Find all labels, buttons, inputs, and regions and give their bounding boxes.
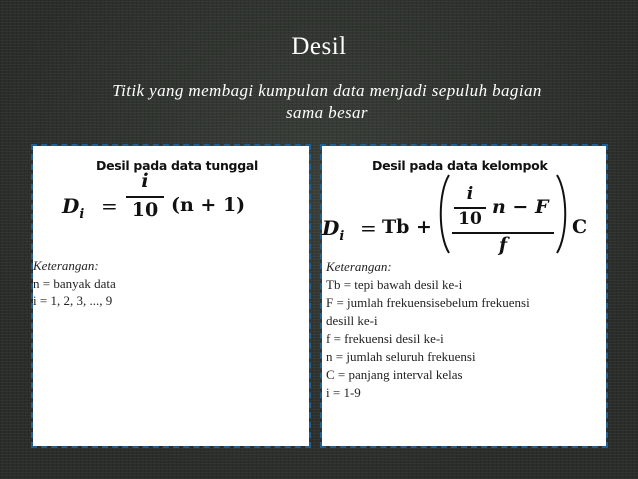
keterangan-item: n = banyak data bbox=[33, 276, 116, 291]
formula-lhs-subscript: i bbox=[339, 229, 345, 244]
keterangan-item: F = jumlah frekuensisebelum frekuensi bbox=[326, 295, 530, 310]
formula-equals: = bbox=[101, 194, 118, 218]
formula-lhs-symbol: D bbox=[322, 216, 340, 240]
main-denominator: f bbox=[498, 234, 508, 256]
slide-title: Desil bbox=[291, 33, 347, 60]
fraction-bar bbox=[126, 196, 164, 198]
left-paren-icon bbox=[436, 173, 452, 255]
formula-lhs-subscript: i bbox=[79, 207, 85, 222]
keterangan-item: i = 1, 2, 3, ..., 9 bbox=[33, 293, 113, 308]
right-paren-icon bbox=[554, 173, 570, 255]
keterangan-item: Tb = tepi bawah desil ke-i bbox=[326, 277, 463, 292]
inner-denominator: 10 bbox=[458, 209, 482, 229]
inner-numerator: i bbox=[466, 184, 474, 204]
inner-rest: n − F bbox=[492, 196, 549, 218]
formula-rest: (n + 1) bbox=[171, 194, 246, 216]
keterangan-item: C = panjang interval kelas bbox=[326, 367, 463, 382]
panel-desil-tunggal bbox=[33, 146, 309, 446]
formula-lhs bbox=[62, 194, 84, 222]
keterangan-item: i = 1-9 bbox=[326, 385, 361, 400]
formula-equals: = bbox=[360, 216, 377, 240]
keterangan-item: n = jumlah seluruh frekuensi bbox=[326, 349, 476, 364]
keterangan-label: Keterangan: bbox=[326, 259, 392, 274]
formula-denominator: 10 bbox=[131, 199, 159, 221]
keterangan-item: f = frekuensi desil ke-i bbox=[326, 331, 444, 346]
formula-tb: Tb + bbox=[382, 216, 432, 238]
keterangan-label: Keterangan: bbox=[33, 258, 99, 273]
panel-heading: Desil pada data tunggal bbox=[96, 158, 258, 173]
formula-lhs bbox=[322, 216, 344, 244]
panel-heading: Desil pada data kelompok bbox=[372, 158, 548, 173]
keterangan-item: desill ke-i bbox=[326, 313, 378, 328]
formula-lhs-symbol: D bbox=[62, 194, 80, 218]
slide-subtitle: Titik yang membagi kumpulan data menjadi sepuluh bagian sama besar bbox=[112, 81, 542, 122]
formula-c: C bbox=[572, 216, 588, 238]
panel-desil-kelompok bbox=[322, 146, 606, 446]
formula-numerator: i bbox=[141, 170, 149, 192]
